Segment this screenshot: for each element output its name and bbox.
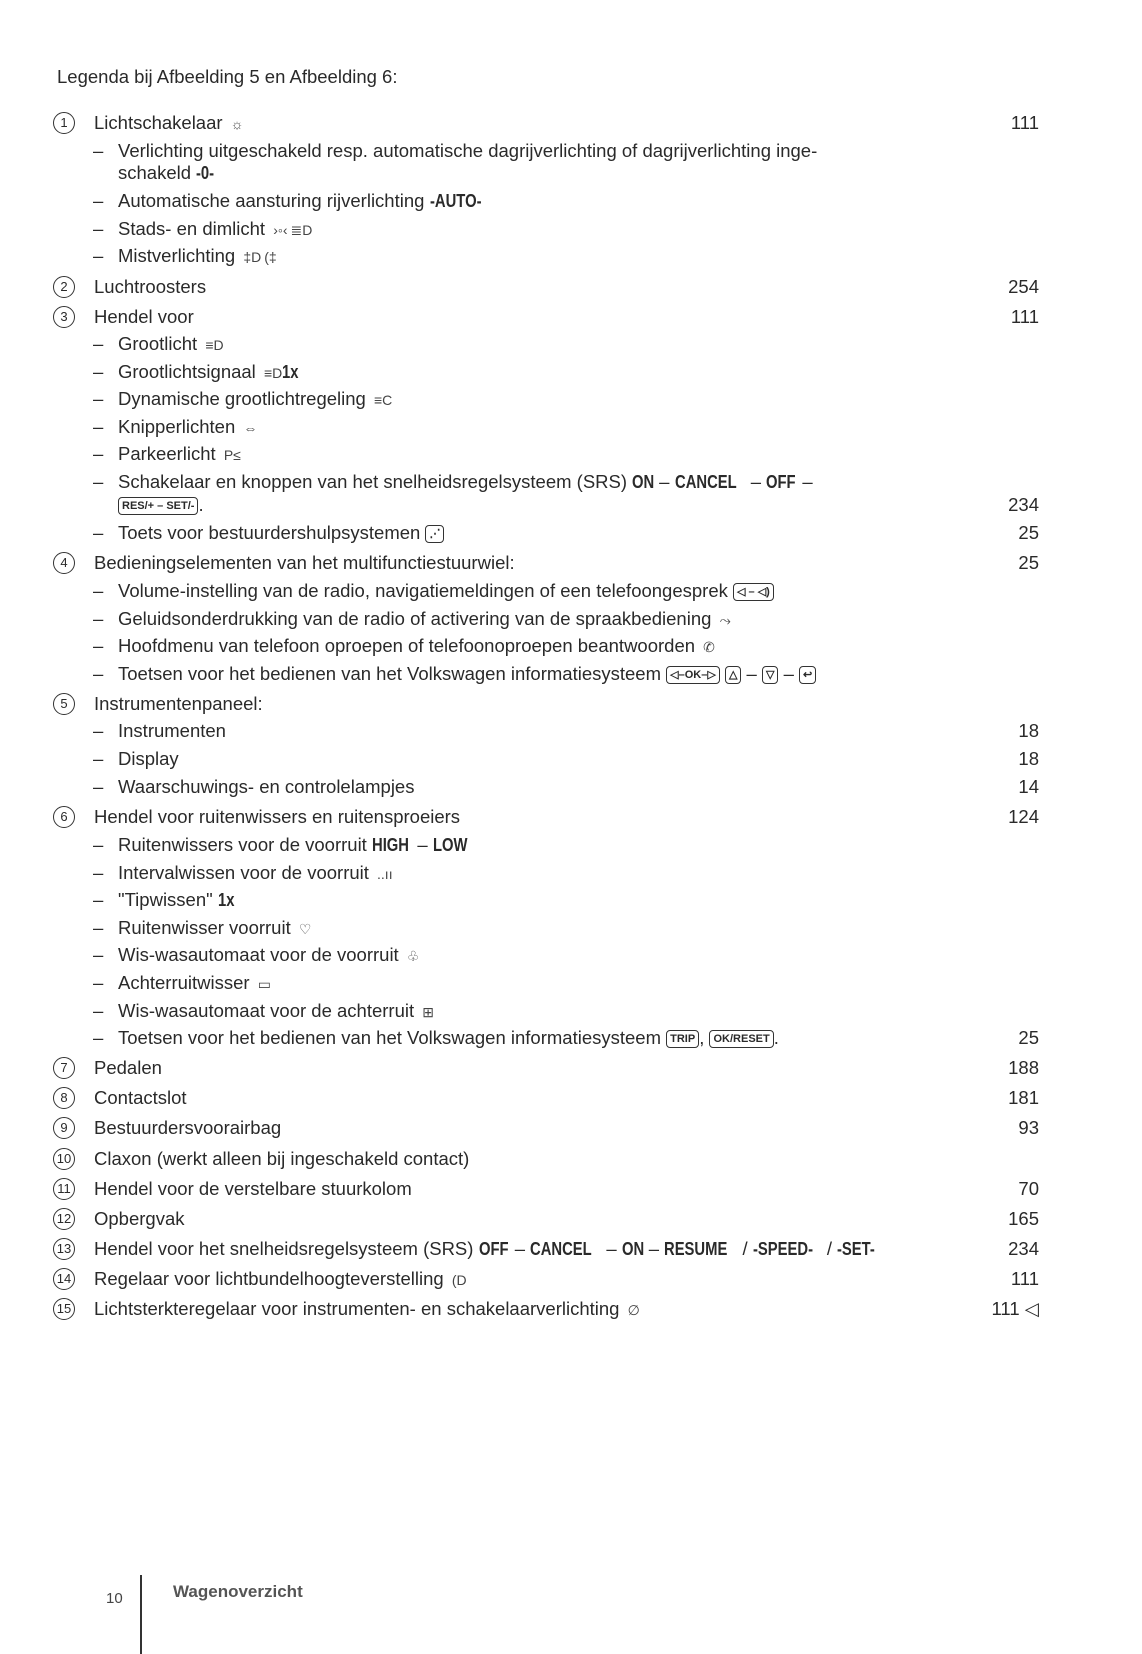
legend-subitem (0, 359, 1142, 385)
legend-title-text: Legenda bij Afbeelding 5 en Afbeelding 6: (57, 66, 398, 87)
text-segment: – (509, 1238, 531, 1259)
button-key-label: OK/RESET (709, 1030, 773, 1048)
text-segment: Lichtsterkteregelaar voor instrumenten- en schakelaarverlichting (94, 1298, 625, 1319)
item-text (118, 359, 297, 386)
control-label: ON (632, 471, 655, 492)
item-text (94, 550, 515, 576)
control-label: -SPEED- (752, 1238, 813, 1259)
control-label: RESUME (664, 1238, 728, 1259)
legend-subitem (0, 832, 1142, 858)
legend-title (57, 64, 1142, 90)
item-text (118, 606, 731, 633)
text-segment: Hendel voor de verstelbare stuurkolom (94, 1178, 412, 1199)
sun-icon: ☼ (230, 116, 244, 132)
dash-bullet: – (93, 1027, 104, 1048)
page-reference: 111 (1010, 112, 1039, 133)
rear-washer-icon: ⊞ (422, 1004, 434, 1020)
dynamic-high-beam-icon: ≡C (373, 392, 393, 408)
page-reference: 25 (1018, 552, 1039, 573)
legend-subitem (0, 661, 1142, 687)
text-segment: Opbergvak (94, 1208, 185, 1229)
text-segment: Stads- en dimlicht (118, 218, 271, 239)
text-segment: Wis-wasautomaat voor de voorruit (118, 944, 404, 965)
item-text (118, 832, 470, 858)
page-reference: 111 (1010, 306, 1039, 327)
parking-icon: P≤ (223, 447, 241, 463)
text-segment: Lichtschakelaar (94, 112, 228, 133)
text-segment: Pedalen (94, 1057, 162, 1078)
page-reference: 111 ◁ (991, 1298, 1039, 1319)
rear-wiper-icon: ▭ (257, 976, 271, 992)
text-segment: – (601, 1238, 622, 1259)
control-label: CANCEL (530, 1238, 592, 1259)
legend-subitem (0, 386, 1142, 412)
dash-bullet: – (93, 608, 104, 629)
turn-signal-icon: ⇔ (243, 420, 258, 436)
text-segment: Hendel voor (94, 306, 194, 327)
item-text (94, 1176, 412, 1202)
control-label: OFF (478, 1238, 509, 1259)
item-text (118, 746, 179, 772)
text-segment: Achterruitwisser (118, 972, 255, 993)
item-number-circle: 6 (53, 806, 75, 828)
item-text (118, 414, 257, 441)
text-segment: / (821, 1238, 838, 1259)
dash-bullet: – (93, 889, 104, 910)
dash-bullet: – (93, 776, 104, 797)
text-segment: Ruitenwissers voor de voorruit (118, 834, 372, 855)
item-number-circle: 15 (53, 1298, 75, 1320)
dash-bullet: – (93, 862, 104, 883)
item-text (118, 860, 393, 887)
control-label: CANCEL (674, 471, 737, 492)
legend-subitem (0, 578, 1142, 604)
legend-item (0, 1146, 1142, 1172)
dash-bullet: – (93, 140, 104, 161)
legend-subitem (0, 942, 1142, 968)
text-segment: Toetsen voor het bedienen van het Volkswagen informatiesysteem (118, 663, 667, 684)
legend-item (0, 1176, 1142, 1202)
dash-bullet: – (93, 333, 104, 354)
text-segment: Grootlichtsignaal (118, 361, 261, 382)
item-text (94, 1206, 185, 1232)
item-text (118, 331, 224, 358)
item-text (94, 1055, 162, 1081)
button-key-label: ⋰ (425, 525, 444, 543)
text-segment: Mistverlichting (118, 245, 241, 266)
text-segment: schakeld (118, 162, 197, 183)
legend-subitem (0, 915, 1142, 941)
text-segment: – (741, 663, 762, 684)
page-reference: 18 (1018, 748, 1039, 769)
text-segment: Hoofdmenu van telefoon oproepen of telefoonoproepen beantwoorden (118, 635, 701, 656)
item-text (118, 520, 444, 546)
item-text (94, 1266, 467, 1293)
text-segment: – (653, 471, 675, 492)
legend-subitem (0, 606, 1142, 632)
control-label: OFF (766, 471, 796, 492)
item-number-circle: 8 (53, 1087, 75, 1109)
legend-item (0, 691, 1142, 717)
page-reference: 93 (1018, 1117, 1039, 1138)
dash-bullet: – (93, 388, 104, 409)
legend-subitem (0, 441, 1142, 467)
text-segment: Volume-instelling van de radio, navigatiemeldingen of een telefoongesprek (118, 580, 734, 601)
text-segment: Schakelaar en knoppen van het snelheidsregelsysteem (SRS) (118, 471, 633, 492)
dash-bullet: – (93, 972, 104, 993)
item-text (94, 804, 460, 830)
text-segment: , (699, 1027, 710, 1048)
legend-subitem (0, 520, 1142, 546)
item-text (118, 243, 277, 270)
item-number-circle: 1 (53, 112, 75, 134)
text-segment: Hendel voor het snelheidsregelsysteem (SRS) (94, 1238, 479, 1259)
page-reference: 254 (1008, 276, 1039, 297)
dash-bullet: – (93, 522, 104, 543)
item-text (118, 970, 271, 997)
item-text (118, 915, 311, 942)
phone-icon: ✆ (703, 639, 715, 655)
text-segment: Display (118, 748, 179, 769)
front-washer-icon: ♧ (406, 948, 420, 964)
item-number-circle: 14 (53, 1268, 75, 1290)
text-segment: – (778, 663, 800, 684)
text-segment: Hendel voor ruitenwissers en ruitensproeiers (94, 806, 461, 827)
control-label: -AUTO- (429, 190, 482, 211)
text-segment: Toets voor bestuurdershulpsystemen (118, 522, 426, 543)
legend-item (0, 550, 1142, 576)
legend-subitem (0, 887, 1142, 913)
button-key-label: ◁ – ◁) (733, 583, 774, 601)
dash-bullet: – (93, 917, 104, 938)
control-label: -SET- (837, 1238, 876, 1259)
item-text (118, 998, 434, 1025)
item-text (118, 1025, 779, 1051)
legend-item (0, 1085, 1142, 1111)
text-segment: Automatische aansturing rijverlichting (118, 190, 430, 211)
section-title: Wagenoverzicht (173, 1582, 303, 1601)
page-reference: 181 (1008, 1087, 1039, 1108)
button-key-label: RES/+ – SET/- (118, 497, 198, 515)
legend-item (0, 304, 1142, 330)
text-segment: Intervalwissen voor de voorruit (118, 862, 375, 883)
text-segment: Luchtroosters (94, 276, 207, 297)
button-key-label: ◁–OK–▷ (666, 666, 720, 684)
item-text (94, 1296, 640, 1323)
voice-icon: ⤳ (719, 612, 731, 628)
dash-bullet: – (93, 663, 104, 684)
legend-item (0, 1115, 1142, 1141)
dash-bullet: – (93, 1000, 104, 1021)
dimmer-icon: ∅ (627, 1302, 640, 1318)
item-text (94, 1115, 281, 1141)
button-key-label: ↩ (799, 666, 816, 684)
page-reference: 124 (1008, 806, 1039, 827)
headlight-range-icon: (D (451, 1272, 467, 1288)
item-number-circle: 11 (53, 1178, 75, 1200)
item-text (118, 492, 204, 518)
footer-divider (140, 1575, 142, 1654)
legend-subitem (0, 188, 1142, 214)
control-label: 1x (282, 361, 299, 382)
legend-item (0, 1206, 1142, 1232)
legend-subitem (0, 633, 1142, 659)
high-beam-icon: ≡D (263, 365, 283, 381)
rear-fog-light-icon: (‡ (264, 249, 277, 265)
item-text (118, 386, 392, 413)
item-text (118, 774, 414, 800)
dash-bullet: – (93, 471, 104, 492)
item-number-circle: 2 (53, 276, 75, 298)
item-text (118, 661, 816, 687)
legend-item (0, 274, 1142, 300)
page-reference: 111 (1010, 1268, 1039, 1289)
text-segment: Geluidsonderdrukking van de radio of activering van de spraakbediening (118, 608, 717, 629)
text-segment: – (412, 834, 433, 855)
legend-subitem (0, 1025, 1142, 1051)
dash-bullet: – (93, 218, 104, 239)
legend-item (0, 110, 1142, 136)
item-text (118, 160, 213, 186)
legend-subitem (0, 970, 1142, 996)
item-text (118, 578, 774, 604)
dash-bullet: – (93, 190, 104, 211)
text-segment: / (737, 1238, 753, 1259)
control-label: -0- (196, 162, 215, 183)
legend-subitem (0, 331, 1142, 357)
item-number-circle: 13 (53, 1238, 75, 1260)
item-text (94, 1085, 187, 1111)
dash-bullet: – (93, 443, 104, 464)
text-segment: Knipperlichten (118, 416, 241, 437)
legend-subitem (0, 414, 1142, 440)
interval-icon: ..ıı (377, 866, 393, 882)
text-segment: Contactslot (94, 1087, 187, 1108)
legend-item (0, 804, 1142, 830)
page-reference: 14 (1018, 776, 1039, 797)
page-number: 10 (106, 1590, 123, 1607)
text-segment: . (198, 494, 204, 515)
text-segment: Dynamische grootlichtregeling (118, 388, 371, 409)
page-reference: 234 (1008, 1238, 1039, 1259)
text-segment: Toetsen voor het bedienen van het Volkswagen informatiesysteem (118, 1027, 667, 1048)
text-segment: Instrumenten (118, 720, 226, 741)
item-number-circle: 12 (53, 1208, 75, 1230)
item-text (118, 718, 226, 744)
item-text (118, 188, 488, 214)
control-label: ON (621, 1238, 645, 1259)
page-reference: 25 (1018, 1027, 1039, 1048)
page-reference: 70 (1018, 1178, 1039, 1199)
legend-subitem (0, 774, 1142, 800)
item-text (94, 1146, 469, 1172)
item-text (94, 691, 263, 717)
text-segment: Claxon (werkt alleen bij ingeschakeld contact) (94, 1148, 470, 1169)
text-segment: – (643, 1238, 665, 1259)
control-label: 1x (217, 889, 235, 910)
dash-bullet: – (93, 944, 104, 965)
legend-item (0, 1055, 1142, 1081)
item-text (118, 441, 241, 468)
legend-item (0, 1266, 1142, 1292)
high-beam-icon: ≡D (205, 337, 224, 353)
item-number-circle: 9 (53, 1117, 75, 1139)
page-reference: 165 (1008, 1208, 1039, 1229)
dash-bullet: – (93, 720, 104, 741)
front-wiper-icon: ♡ (298, 921, 312, 937)
button-key-label: △ (725, 666, 741, 684)
text-segment: Waarschuwings- en controlelampjes (118, 776, 415, 797)
dash-bullet: – (93, 361, 104, 382)
text-segment: Ruitenwisser voorruit (118, 917, 296, 938)
item-number-circle: 3 (53, 306, 75, 328)
control-label: HIGH (371, 834, 409, 855)
dash-bullet: – (93, 416, 104, 437)
item-text (94, 110, 244, 137)
button-key-label: TRIP (666, 1030, 699, 1048)
legend-subitem (0, 998, 1142, 1024)
legend-item (0, 1236, 1142, 1262)
item-number-circle: 10 (53, 1148, 75, 1170)
legend-item (0, 1296, 1142, 1322)
page-reference: 18 (1018, 720, 1039, 741)
parking-light-icon: ›◦‹ (273, 222, 288, 238)
item-text (118, 216, 312, 243)
control-label: LOW (432, 834, 468, 855)
legend-subitem-continuation (0, 160, 1142, 186)
page-reference: 234 (1008, 494, 1039, 515)
item-text (118, 633, 715, 660)
text-segment: Instrumentenpaneel: (94, 693, 263, 714)
legend-subitem (0, 746, 1142, 772)
item-text (94, 274, 206, 300)
legend-subitem (0, 243, 1142, 269)
front-fog-light-icon: ‡D (243, 249, 262, 265)
item-text (118, 887, 235, 913)
text-segment: – (797, 471, 813, 492)
legend-subitem-continuation (0, 492, 1142, 518)
text-segment: Wis-wasautomaat voor de achterruit (118, 1000, 420, 1021)
text-segment: Bestuurdersvoorairbag (94, 1117, 282, 1138)
item-number-circle: 7 (53, 1057, 75, 1079)
text-segment: Grootlicht (118, 333, 203, 354)
dash-bullet: – (93, 635, 104, 656)
text-segment: – (745, 471, 767, 492)
legend-subitem (0, 216, 1142, 242)
legend-subitem (0, 860, 1142, 886)
page-reference: 25 (1018, 522, 1039, 543)
text-segment: "Tipwissen" (118, 889, 218, 910)
text-segment: Regelaar voor lichtbundelhoogteverstelling (94, 1268, 449, 1289)
item-number-circle: 5 (53, 693, 75, 715)
low-beam-icon: ≣D (290, 222, 313, 238)
text-segment: Verlichting uitgeschakeld resp. automatische dagrijverlichting of dagrijverlichting inge- (118, 140, 818, 161)
item-text (94, 304, 194, 330)
item-text (94, 1236, 878, 1262)
item-number-circle: 4 (53, 552, 75, 574)
text-segment: Bedieningselementen van het multifunctiestuurwiel: (94, 552, 515, 573)
page-reference: 188 (1008, 1057, 1039, 1078)
dash-bullet: – (93, 245, 104, 266)
item-text (118, 942, 419, 969)
button-key-label: ▽ (762, 666, 778, 684)
dash-bullet: – (93, 834, 104, 855)
text-segment: . (773, 1027, 779, 1048)
dash-bullet: – (93, 580, 104, 601)
text-segment: Parkeerlicht (118, 443, 221, 464)
dash-bullet: – (93, 748, 104, 769)
legend-subitem (0, 718, 1142, 744)
